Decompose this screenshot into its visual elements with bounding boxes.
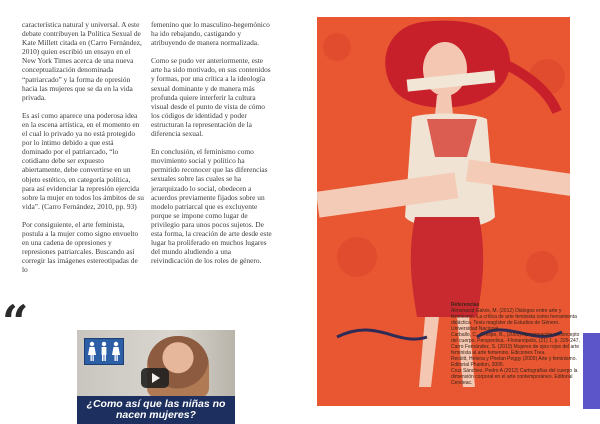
quote-mark-icon: “ (2, 295, 29, 349)
paragraph: En conclusión, el feminismo como movimiento social y político ha permitido reconocer que las diferencias sexuales sobre las cuales se ha jerarquizado lo social, obedecen a acuerdos previamente fijados sobre un modelo patriarcal que es excluyente porque se impone como lugar de privilegio para unos pocos sujetos. De esta forma, la creación de arte desde este lugar ha proliferado en muchos lugares del mundo aludiendo a una reivindicación de los roles de género. (151, 147, 272, 266)
references-block (451, 302, 581, 386)
side-tab (583, 333, 600, 409)
speaker-portrait (147, 336, 209, 398)
paragraph: característica natural y universal. A este debate contribuyen la Política Sexual de Kate Millett citada en (Carro Fernández, 2010) quien escribió un ensayo en el New York Times acerca de una nueva conceptualización denominada “patriarcado” y la forma de opresión hacia las mujeres que se da en la vida privada. (22, 20, 142, 102)
references-heading: Referencias (451, 302, 480, 308)
text-column-left (22, 20, 144, 283)
play-icon (152, 373, 160, 383)
text-column-right (151, 20, 272, 274)
video-caption: ¿Como así que las niñas no nacen mujeres? (77, 396, 235, 424)
reference-item: Almonacid Galvis, M. (2012) Diálogos entre arte y feminismo. La crítica de arte feminista como herramienta didáctica. Tesis magíster de Estudios de Género. Universidad Nacional. (451, 308, 577, 332)
video-player[interactable] (77, 330, 235, 424)
reference-item: Carballo, C., Crespo, B., (2003) Aproximación al concepto del cuerpo. Perspectiva. -Florianópolis, (21) 1, p. 229-247. (451, 332, 580, 344)
restroom-sign (84, 338, 124, 365)
paragraph: Es así como aparece una poderosa idea en la escena artística, en el momento en el cual lo privado ya no está protegido por lo íntimo debido a que está dominado por el patriarcado, “lo cotidiano debe ser expuesto abiertamente, debe convertirse en un objeto estético, en categoría política, para así evidenciar la represión ejercida sobre la mujer en todos los ámbitos de su vida”. (Carro Fernández, 2010, pp. 93) (22, 110, 144, 211)
paragraph: Como se pudo ver anteriormente, este arte ha sido motivado, en sus contenidos y formas, por una crítica a la ideología sexual dominante y de manera más profunda quiere interferir la cultura visual desde el punto de vista de cómo los códigos de identidad y poder estructuran la representación de la diferencia sexual. (151, 56, 271, 139)
restroom-figures-icon (85, 339, 123, 364)
reference-item: Cruz Sánchez, Pedro A (2012) Cartografías del cuerpo la dimensión corporal en el arte contemporáneo. Editorial Cendeac. (451, 368, 578, 386)
play-button[interactable] (141, 368, 169, 388)
paragraph: femenino que lo masculino-hegemónico ha ido rebajando, castigando y atribuyendo de manera normalizada. (151, 20, 270, 48)
reference-item: Carro Fernández, S. (2010) Mujeres de ojos rojos del arte feminista al arte femenino. Ediciones Trea. (451, 344, 580, 356)
paragraph: Por consiguiente, el arte feminista, postula a la mujer como signo envuelto en una cadena de opresiones y represiones patriarcales. Buscando así corregir las imágenes estereotipadas de lo (22, 219, 139, 275)
reference-item: Reckitt, Helena y Phelan Peggy (2005) Arte y feminismo. Editorial Phaidon, 2005. (451, 356, 577, 368)
